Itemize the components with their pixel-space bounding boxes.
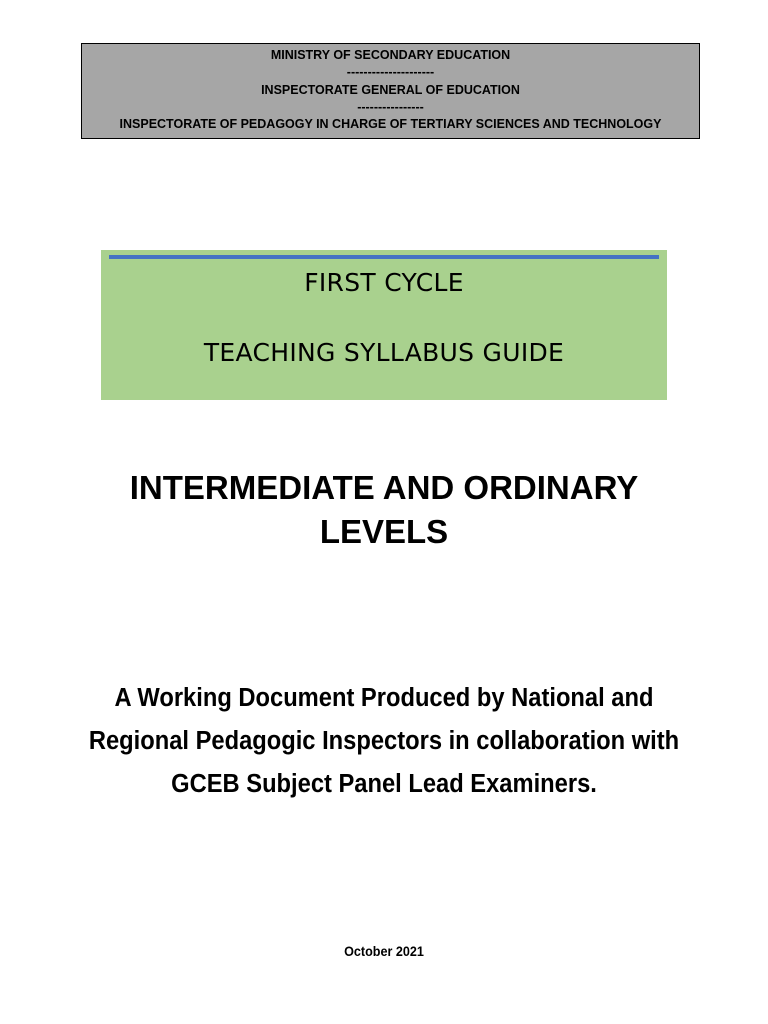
publication-date: October 2021 <box>344 943 424 959</box>
levels-title-line-2: LEVELS <box>319 513 449 550</box>
ministry-name: MINISTRY OF SECONDARY EDUCATION <box>270 48 511 62</box>
document-description <box>55 677 713 806</box>
description-line-1: A Working Document Produced by National and <box>114 684 654 712</box>
cycle-title: FIRST CYCLE <box>304 268 464 297</box>
guide-title: TEACHING SYLLABUS GUIDE <box>203 338 565 367</box>
description-line-3: GCEB Subject Panel Lead Examiners. <box>171 770 597 798</box>
inspectorate-general-name: INSPECTORATE GENERAL OF EDUCATION <box>261 82 520 97</box>
header-separator-2: ---------------- <box>357 99 424 114</box>
levels-title <box>60 466 708 554</box>
description-line-2: Regional Pedagogic Inspectors in collaboration with <box>88 727 680 755</box>
banner-top-rule <box>109 255 659 259</box>
ministry-header-box <box>81 43 700 139</box>
levels-title-line-1: INTERMEDIATE AND ORDINARY <box>129 469 639 506</box>
inspectorate-pedagogy-name: INSPECTORATE OF PEDAGOGY IN CHARGE OF TERTIARY SCIENCES AND TECHNOLOGY <box>119 117 662 132</box>
header-separator-1: --------------------- <box>346 65 435 80</box>
